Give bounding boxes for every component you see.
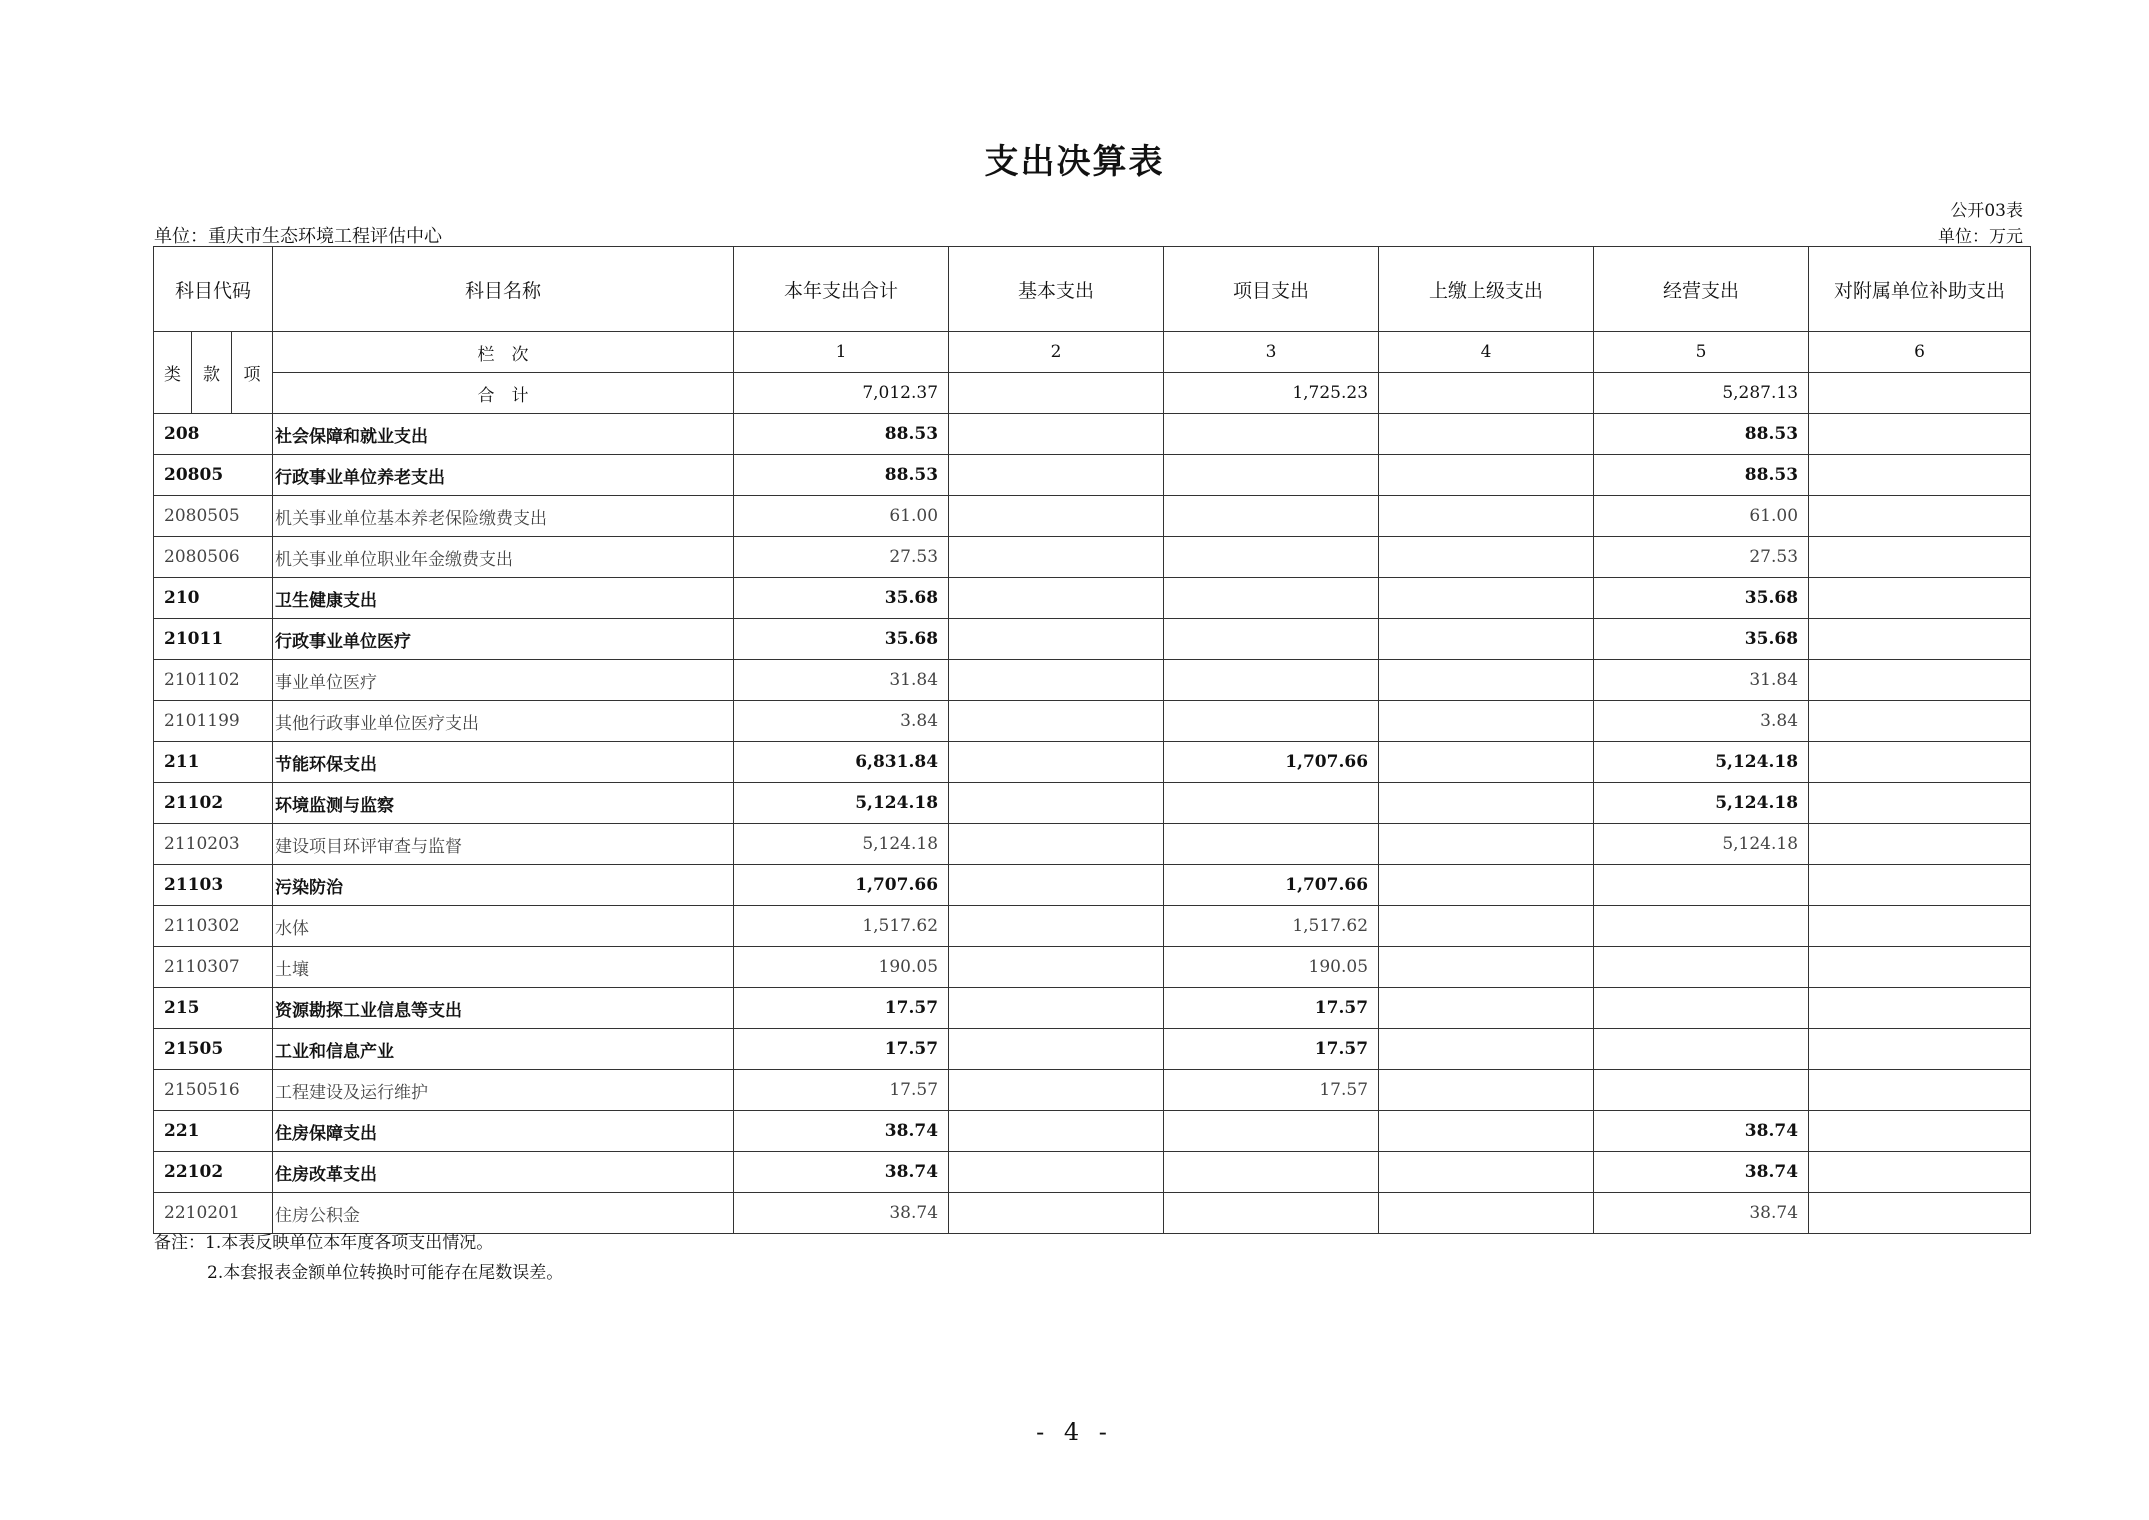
row-value: 17.57 [734, 1070, 949, 1111]
table-row [154, 455, 2031, 496]
header-col-operating: 经营支出 [1594, 247, 1809, 332]
row-value [1379, 947, 1594, 988]
row-code: 2080506 [154, 537, 273, 578]
row-value [1164, 660, 1379, 701]
row-value [1379, 988, 1594, 1029]
row-value [1809, 1193, 2031, 1234]
row-name: 卫生健康支出 [273, 578, 734, 619]
row-value: 17.57 [1164, 1029, 1379, 1070]
row-value [949, 455, 1164, 496]
total-row [154, 373, 2031, 414]
table-row [154, 1111, 2031, 1152]
row-code: 2110302 [154, 906, 273, 947]
row-code: 2101102 [154, 660, 273, 701]
row-value [949, 1029, 1164, 1070]
row-value [1379, 824, 1594, 865]
row-value [1379, 1070, 1594, 1111]
row-value: 61.00 [734, 496, 949, 537]
row-code: 20805 [154, 455, 273, 496]
table-row [154, 619, 2031, 660]
row-value [1379, 1111, 1594, 1152]
row-value: 17.57 [734, 1029, 949, 1070]
row-code: 208 [154, 414, 273, 455]
row-value: 88.53 [1594, 455, 1809, 496]
row-value [1809, 947, 2031, 988]
row-name: 工业和信息产业 [273, 1029, 734, 1070]
row-name: 环境监测与监察 [273, 783, 734, 824]
row-value [1809, 824, 2031, 865]
row-value: 1,707.66 [1164, 865, 1379, 906]
row-value [949, 824, 1164, 865]
row-value [949, 906, 1164, 947]
row-value [1809, 1070, 2031, 1111]
row-value: 31.84 [734, 660, 949, 701]
row-value [1379, 1152, 1594, 1193]
row-name: 工程建设及运行维护 [273, 1070, 734, 1111]
row-value: 1,517.62 [734, 906, 949, 947]
row-value [949, 701, 1164, 742]
total-cell [1379, 373, 1594, 414]
row-value: 1,707.66 [734, 865, 949, 906]
lanci-5: 5 [1594, 332, 1809, 373]
row-value: 88.53 [1594, 414, 1809, 455]
table-row [154, 660, 2031, 701]
row-code: 221 [154, 1111, 273, 1152]
row-code: 21103 [154, 865, 273, 906]
row-value: 5,124.18 [734, 824, 949, 865]
row-value: 190.05 [1164, 947, 1379, 988]
row-value [1379, 1193, 1594, 1234]
header-col-total: 本年支出合计 [734, 247, 949, 332]
row-value [1809, 537, 2031, 578]
row-value [1379, 414, 1594, 455]
row-value [1809, 1152, 2031, 1193]
row-value [1379, 783, 1594, 824]
row-value [949, 537, 1164, 578]
row-value [1379, 537, 1594, 578]
total-cell [949, 373, 1164, 414]
table-row [154, 496, 2031, 537]
row-value: 38.74 [1594, 1152, 1809, 1193]
total-cell: 5,287.13 [1594, 373, 1809, 414]
row-code: 21011 [154, 619, 273, 660]
row-value [1164, 578, 1379, 619]
row-value [1809, 988, 2031, 1029]
total-cell: 1,725.23 [1164, 373, 1379, 414]
row-value [1809, 1111, 2031, 1152]
row-value [1164, 1111, 1379, 1152]
lanci-4: 4 [1379, 332, 1594, 373]
row-value [1379, 578, 1594, 619]
table-row [154, 1029, 2031, 1070]
row-value [1164, 824, 1379, 865]
row-value [1594, 865, 1809, 906]
header-col-remit: 上缴上级支出 [1379, 247, 1594, 332]
table-row [154, 824, 2031, 865]
row-code: 211 [154, 742, 273, 783]
row-value: 35.68 [1594, 619, 1809, 660]
lanci-6: 6 [1809, 332, 2031, 373]
row-value: 61.00 [1594, 496, 1809, 537]
header-code: 科目代码 [154, 247, 273, 332]
row-value [1379, 865, 1594, 906]
row-value [1379, 1029, 1594, 1070]
row-value [1164, 414, 1379, 455]
row-code: 22102 [154, 1152, 273, 1193]
row-code: 2150516 [154, 1070, 273, 1111]
row-code: 2110203 [154, 824, 273, 865]
row-value: 38.74 [1594, 1193, 1809, 1234]
row-value: 5,124.18 [734, 783, 949, 824]
total-cell: 7,012.37 [734, 373, 949, 414]
row-value [1379, 742, 1594, 783]
row-code: 21505 [154, 1029, 273, 1070]
table-row [154, 1152, 2031, 1193]
row-value [1594, 947, 1809, 988]
row-code: 2080505 [154, 496, 273, 537]
table-row [154, 701, 2031, 742]
row-value [1809, 455, 2031, 496]
row-value [1164, 619, 1379, 660]
currency-unit: 单位：万元 [1938, 227, 2023, 247]
row-value [949, 578, 1164, 619]
row-value: 17.57 [1164, 1070, 1379, 1111]
row-name: 住房改革支出 [273, 1152, 734, 1193]
row-value: 31.84 [1594, 660, 1809, 701]
row-name: 社会保障和就业支出 [273, 414, 734, 455]
row-name: 行政事业单位养老支出 [273, 455, 734, 496]
row-value [1594, 1070, 1809, 1111]
row-value [1164, 1152, 1379, 1193]
row-value: 35.68 [734, 578, 949, 619]
header-xiang: 项 [232, 332, 273, 414]
row-value: 5,124.18 [1594, 742, 1809, 783]
row-name: 节能环保支出 [273, 742, 734, 783]
row-value: 17.57 [734, 988, 949, 1029]
row-value [1164, 701, 1379, 742]
row-value: 190.05 [734, 947, 949, 988]
row-value: 1,707.66 [1164, 742, 1379, 783]
row-value [949, 660, 1164, 701]
row-value [1379, 455, 1594, 496]
row-value [1164, 496, 1379, 537]
lanci-label: 栏 次 [273, 332, 734, 373]
row-value [1379, 619, 1594, 660]
header-name: 科目名称 [273, 247, 734, 332]
row-value: 27.53 [734, 537, 949, 578]
table-row [154, 537, 2031, 578]
table-row [154, 578, 2031, 619]
row-value [1164, 1193, 1379, 1234]
row-name: 行政事业单位医疗 [273, 619, 734, 660]
row-name: 水体 [273, 906, 734, 947]
row-value [949, 1070, 1164, 1111]
row-value [1809, 701, 2031, 742]
header-col-project: 项目支出 [1164, 247, 1379, 332]
row-code: 210 [154, 578, 273, 619]
lanci-3: 3 [1164, 332, 1379, 373]
row-value [1809, 578, 2031, 619]
row-value [1594, 988, 1809, 1029]
header-col-basic: 基本支出 [949, 247, 1164, 332]
form-number: 公开03表 [1950, 201, 2023, 221]
header-lei: 类 [154, 332, 192, 414]
row-value: 3.84 [734, 701, 949, 742]
row-value: 88.53 [734, 414, 949, 455]
row-name: 住房保障支出 [273, 1111, 734, 1152]
row-code: 2110307 [154, 947, 273, 988]
row-value [1379, 701, 1594, 742]
row-value [949, 1193, 1164, 1234]
reporting-unit: 单位：重庆市生态环境工程评估中心 [154, 226, 442, 247]
row-code: 2101199 [154, 701, 273, 742]
row-value [1809, 414, 2031, 455]
row-value [1809, 865, 2031, 906]
row-value [1809, 496, 2031, 537]
row-name: 机关事业单位基本养老保险缴费支出 [273, 496, 734, 537]
row-value [1379, 660, 1594, 701]
row-name: 事业单位医疗 [273, 660, 734, 701]
row-value [1809, 742, 2031, 783]
row-value [1809, 906, 2031, 947]
row-value [949, 1152, 1164, 1193]
table-row [154, 742, 2031, 783]
table-row [154, 414, 2031, 455]
header-col-subsidy: 对附属单位补助支出 [1809, 247, 2031, 332]
header-kuan: 款 [192, 332, 232, 414]
row-value [949, 783, 1164, 824]
row-name: 住房公积金 [273, 1193, 734, 1234]
row-value: 6,831.84 [734, 742, 949, 783]
row-value: 38.74 [734, 1111, 949, 1152]
table-row [154, 988, 2031, 1029]
row-value [949, 742, 1164, 783]
row-value: 3.84 [1594, 701, 1809, 742]
row-value [1809, 660, 2031, 701]
table-row [154, 906, 2031, 947]
row-value: 5,124.18 [1594, 783, 1809, 824]
table-row [154, 1070, 2031, 1111]
expenditure-table [153, 246, 2031, 1234]
row-name: 建设项目环评审查与监督 [273, 824, 734, 865]
row-value [949, 947, 1164, 988]
row-value [1379, 496, 1594, 537]
row-name: 土壤 [273, 947, 734, 988]
column-number-row [154, 332, 2031, 373]
row-value: 27.53 [1594, 537, 1809, 578]
row-value [1809, 783, 2031, 824]
row-value [1594, 1029, 1809, 1070]
row-code: 2210201 [154, 1193, 273, 1234]
table-row [154, 865, 2031, 906]
row-value [949, 619, 1164, 660]
row-value [1809, 1029, 2031, 1070]
row-value [949, 496, 1164, 537]
row-value [949, 414, 1164, 455]
header-row [154, 247, 2031, 332]
row-value: 38.74 [1594, 1111, 1809, 1152]
row-value: 17.57 [1164, 988, 1379, 1029]
row-value [1164, 537, 1379, 578]
row-name: 污染防治 [273, 865, 734, 906]
row-value: 38.74 [734, 1152, 949, 1193]
row-name: 机关事业单位职业年金缴费支出 [273, 537, 734, 578]
lanci-1: 1 [734, 332, 949, 373]
table-row [154, 947, 2031, 988]
note-1: 备注：1.本表反映单位本年度各项支出情况。 [154, 1233, 494, 1253]
row-value [949, 1111, 1164, 1152]
notes [154, 1228, 563, 1288]
total-cell [1809, 373, 2031, 414]
row-value: 5,124.18 [1594, 824, 1809, 865]
row-code: 215 [154, 988, 273, 1029]
row-value: 35.68 [734, 619, 949, 660]
row-name: 资源勘探工业信息等支出 [273, 988, 734, 1029]
row-name: 其他行政事业单位医疗支出 [273, 701, 734, 742]
row-code: 21102 [154, 783, 273, 824]
row-value: 38.74 [734, 1193, 949, 1234]
row-value [1379, 906, 1594, 947]
row-value: 88.53 [734, 455, 949, 496]
row-value: 35.68 [1594, 578, 1809, 619]
page-number: - 4 - [1036, 1418, 1113, 1446]
page-title: 支出决算表 [984, 142, 1165, 182]
lanci-2: 2 [949, 332, 1164, 373]
row-value [1809, 619, 2031, 660]
row-value [949, 865, 1164, 906]
note-2: 2.本套报表金额单位转换时可能存在尾数误差。 [207, 1263, 564, 1283]
row-value: 1,517.62 [1164, 906, 1379, 947]
total-label: 合 计 [273, 373, 734, 414]
table-row [154, 783, 2031, 824]
row-value [1594, 906, 1809, 947]
row-value [949, 988, 1164, 1029]
row-value [1164, 783, 1379, 824]
row-value [1164, 455, 1379, 496]
